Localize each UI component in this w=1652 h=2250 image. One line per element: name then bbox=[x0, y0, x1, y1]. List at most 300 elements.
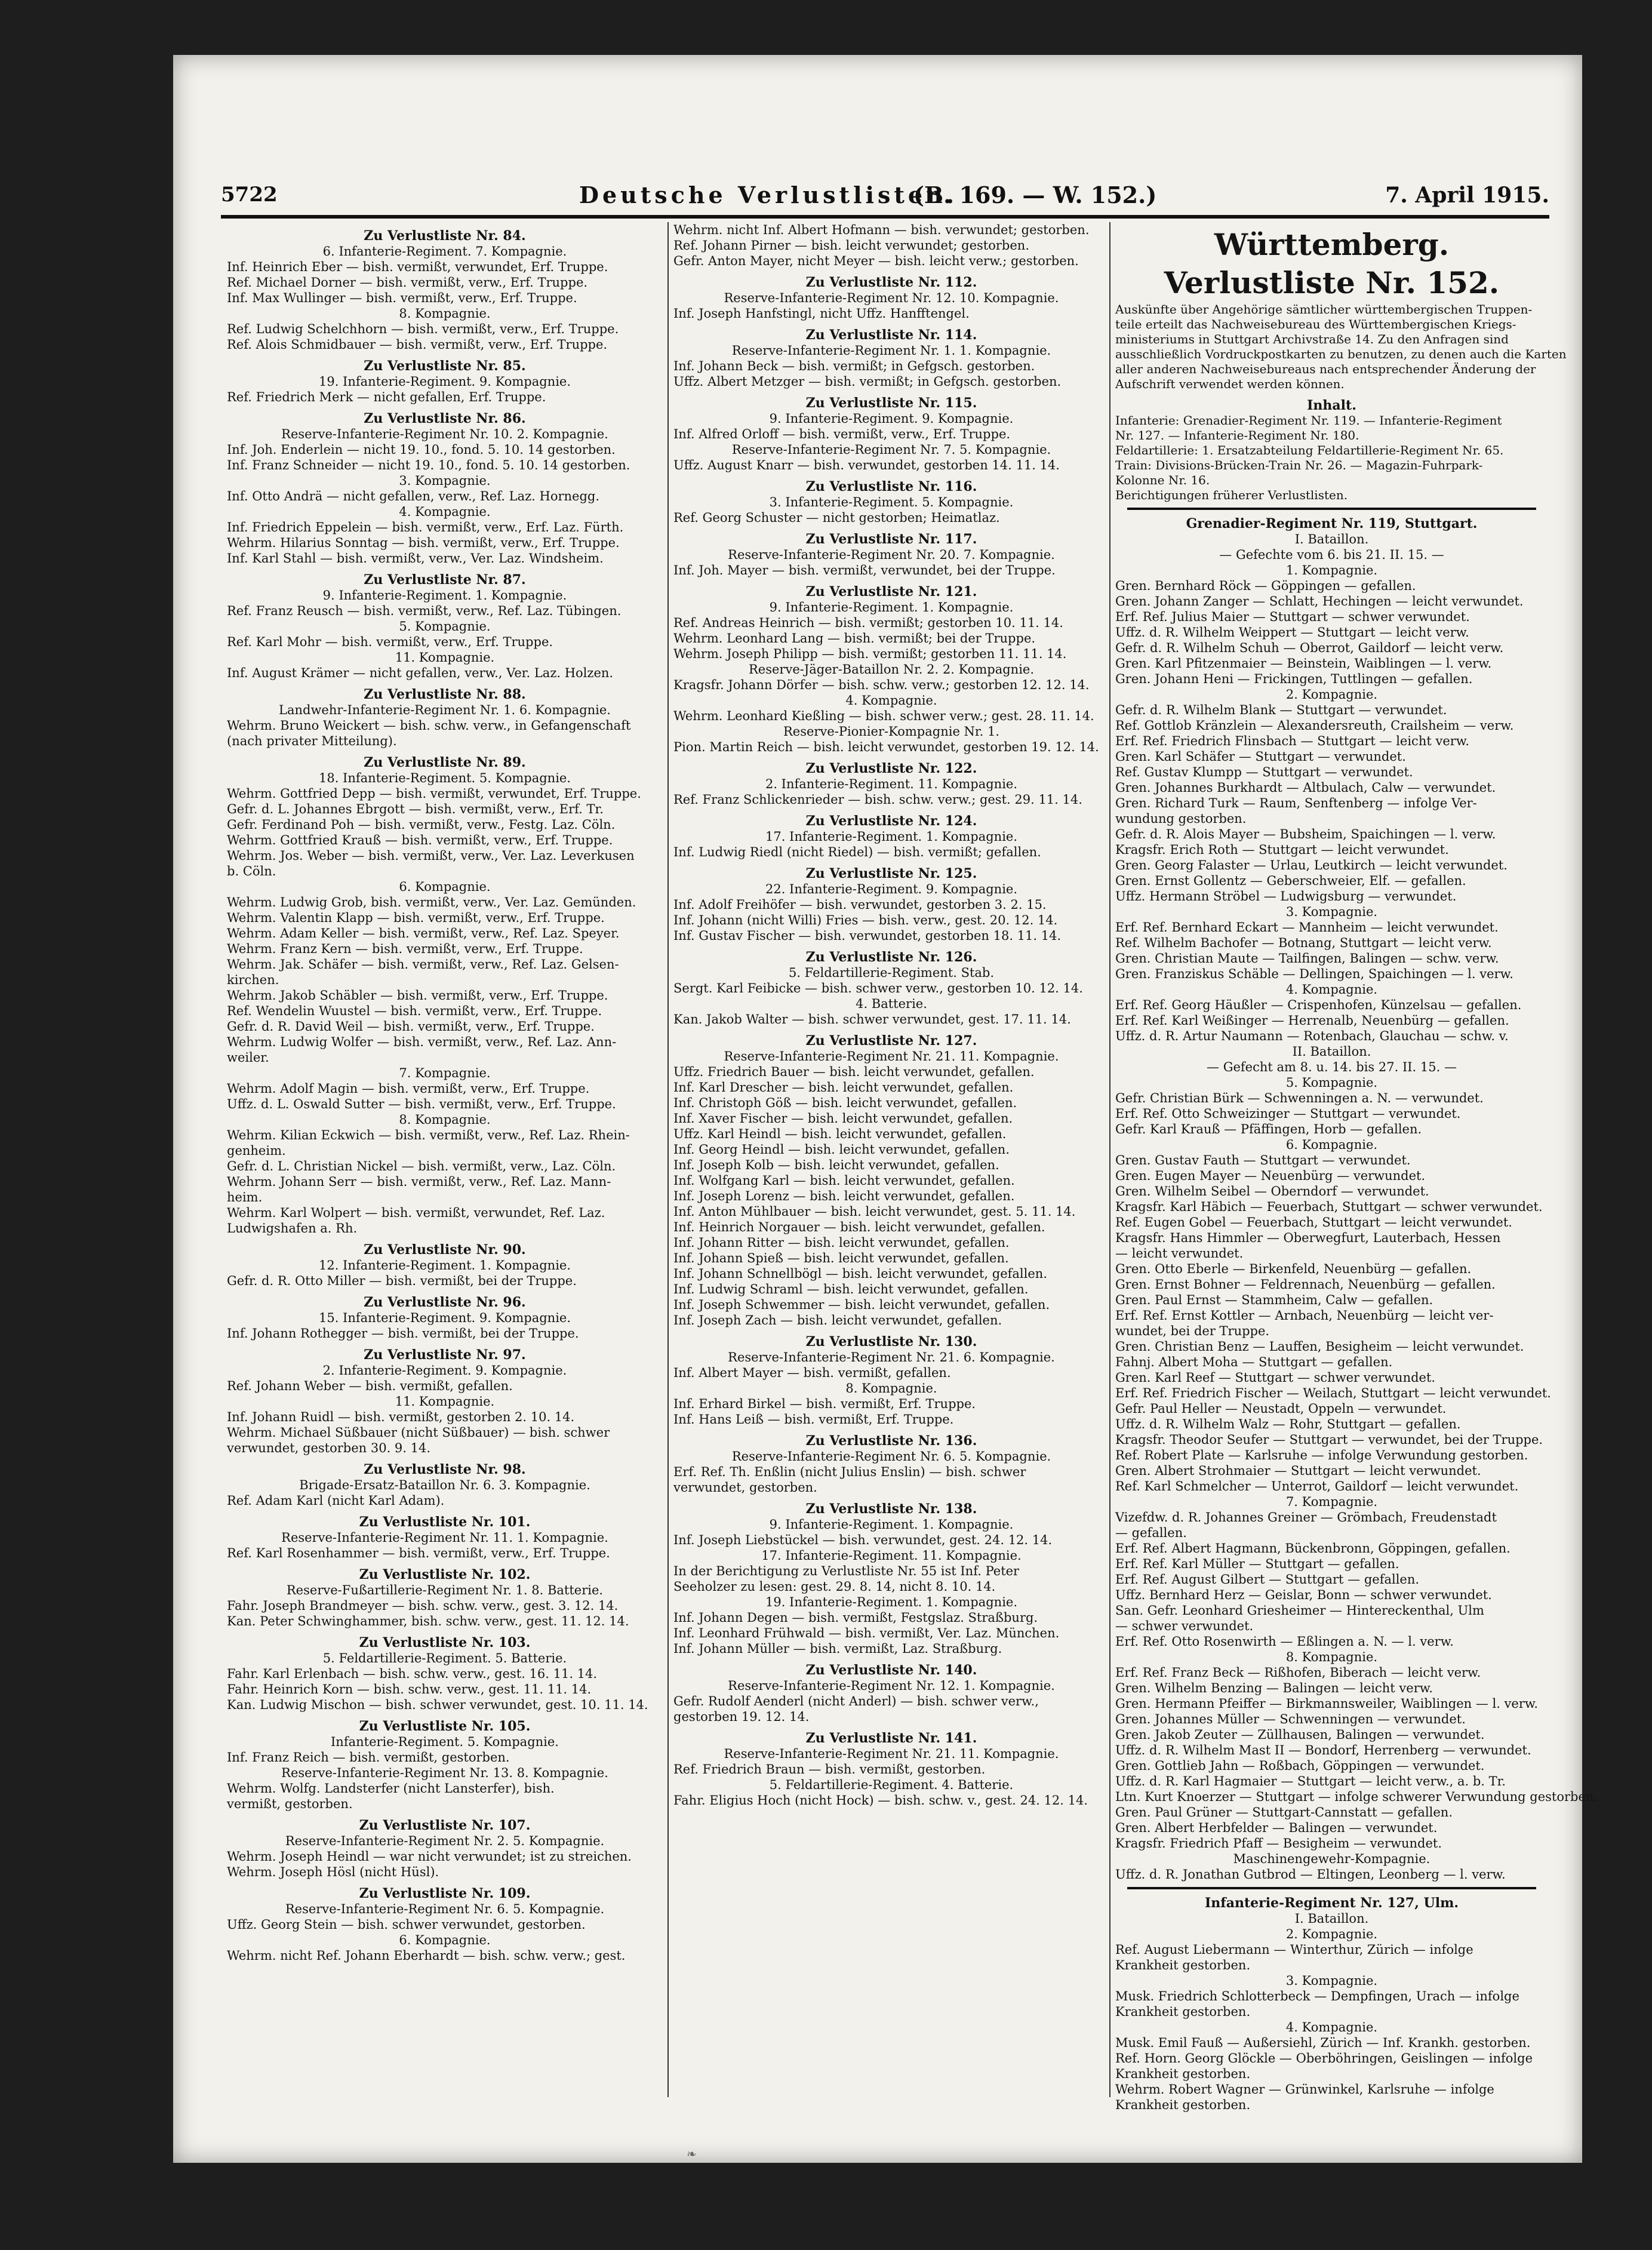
section-heading: Zu Verlustliste Nr. 87. bbox=[364, 572, 526, 588]
list-entry: Wehrm. Jos. Weber — bish. vermißt, verw., Ver. Laz. Leverkusen bbox=[227, 849, 635, 863]
list-entry: Inf. Joseph Lorenz — bish. leicht verwundet, gefallen. bbox=[673, 1189, 1015, 1203]
section-heading: Zu Verlustliste Nr. 101. bbox=[359, 1514, 531, 1530]
unit-heading: Brigade-Ersatz-Bataillon Nr. 6. 3. Kompagnie. bbox=[299, 1478, 590, 1492]
list-entry: Erf. Ref. Karl Müller — Stuttgart — gefallen. bbox=[1115, 1557, 1399, 1571]
subsection-heading: 7. Kompagnie. bbox=[399, 1066, 491, 1080]
list-entry: Krankheit gestorben. bbox=[1115, 2067, 1251, 2081]
list-entry: Gren. Johannes Müller — Schwenningen — verwundet. bbox=[1115, 1712, 1466, 1726]
list-entry: Inf. Joseph Schwemmer — bish. leicht verwundet, gefallen. bbox=[673, 1298, 1050, 1312]
unit-heading: Reserve-Infanterie-Regiment Nr. 21. 11. Kompagnie. bbox=[724, 1049, 1059, 1063]
unit-heading: 9. Infanterie-Regiment. 1. Kompagnie. bbox=[769, 1517, 1014, 1532]
list-title: Württemberg. Verlustliste Nr. 152. bbox=[1164, 227, 1500, 300]
list-entry: Ludwigshafen a. Rh. bbox=[227, 1221, 358, 1235]
subsection-heading: 6. Kompagnie. bbox=[399, 1933, 491, 1947]
list-entry: Wehrm. Wolfg. Landsterfer (nicht Lansterfer), bish. bbox=[227, 1781, 555, 1796]
list-entry: Gren. Franziskus Schäble — Dellingen, Spaichingen — l. verw. bbox=[1115, 967, 1513, 981]
subsection-heading: 8. Kompagnie. bbox=[399, 306, 491, 321]
header-rule bbox=[221, 215, 1549, 219]
list-entry: Gren. Johann Zanger — Schlatt, Hechingen — leicht verwundet. bbox=[1115, 594, 1524, 608]
list-entry: Gefr. Ferdinand Poh — bish. vermißt, verw., Festg. Laz. Cöln. bbox=[227, 817, 616, 832]
list-entry: Ref. Georg Schuster — nicht gestorben; Heimatlaz. bbox=[673, 511, 1000, 525]
list-entry: (nach privater Mitteilung). bbox=[227, 734, 397, 748]
notice-text: Nr. 127. — Infanterie-Regiment Nr. 180. bbox=[1115, 428, 1359, 442]
list-entry: Erf. Ref. Georg Häußler — Crispenhofen, Künzelsau — gefallen. bbox=[1115, 998, 1522, 1012]
list-entry: Uffz. d. R. Wilhelm Walz — Rohr, Stuttgart — gefallen. bbox=[1115, 1417, 1461, 1431]
list-entry: Erf. Ref. Julius Maier — Stuttgart — schwer verwundet. bbox=[1115, 610, 1470, 624]
notice-text: Auskünfte über Angehörige sämtlicher württembergischen Truppen- bbox=[1115, 302, 1533, 316]
list-entry: Uffz. Albert Metzger — bish. vermißt; in Gefgsch. gestorben. bbox=[673, 374, 1062, 389]
unit-heading: Reserve-Infanterie-Regiment Nr. 20. 7. Kompagnie. bbox=[728, 548, 1055, 562]
list-entry: Wehrm. nicht Inf. Albert Hofmann — bish. verwundet; gestorben. bbox=[673, 223, 1090, 237]
notice-text: teile erteilt das Nachweisebureau des Württembergischen Kriegs- bbox=[1115, 317, 1516, 331]
list-entry: Gren. Albert Herbfelder — Balingen — verwundet. bbox=[1115, 1821, 1438, 1835]
unit-heading: 6. Infanterie-Regiment. 7. Kompagnie. bbox=[322, 244, 567, 259]
list-entry: Inf. Ludwig Riedl (nicht Riedel) — bish. vermißt; gefallen. bbox=[673, 845, 1041, 859]
list-entry: Uffz. d. R. Jonathan Gutbrod — Eltingen, Leonberg — l. verw. bbox=[1115, 1867, 1506, 1882]
notice-text: Feldartillerie: 1. Ersatzabteilung Feldartillerie-Regiment Nr. 65. bbox=[1115, 443, 1504, 457]
list-entry: Gren. Karl Reef — Stuttgart — schwer verwundet. bbox=[1115, 1370, 1436, 1385]
list-entry: — leicht verwundet. bbox=[1115, 1246, 1244, 1261]
list-entry: wundet, bei der Truppe. bbox=[1115, 1324, 1270, 1338]
list-entry: Inf. Johann Degen — bish. vermißt, Festgslaz. Straßburg. bbox=[673, 1610, 1038, 1625]
list-entry: Ref. Horn. Georg Glöckle — Oberböhringen, Geislingen — infolge bbox=[1115, 2051, 1533, 2065]
list-entry: Gefr. Christian Bürk — Schwenningen a. N. — verwundet. bbox=[1115, 1091, 1484, 1105]
list-entry: Ref. Wilhelm Bachofer — Botnang, Stuttgart — leicht verw. bbox=[1115, 936, 1492, 950]
section-heading: Zu Verlustliste Nr. 96. bbox=[364, 1295, 526, 1310]
list-entry: Gren. Otto Eberle — Birkenfeld, Neuenbürg — gefallen. bbox=[1115, 1262, 1472, 1276]
list-entry: Musk. Friedrich Schlotterbeck — Dempfingen, Urach — infolge bbox=[1115, 1989, 1519, 2003]
list-entry: Wehrm. Adam Keller — bish. vermißt, verw., Ref. Laz. Speyer. bbox=[227, 926, 620, 940]
list-entry: Kragsfr. Hans Himmler — Oberwegfurt, Lauterbach, Hessen bbox=[1115, 1231, 1501, 1245]
list-entry: Erf. Ref. Karl Weißinger — Herrenalb, Neuenbürg — gefallen. bbox=[1115, 1013, 1509, 1028]
list-entry: Gren. Christian Benz — Lauffen, Besigheim — leicht verwundet. bbox=[1115, 1339, 1524, 1354]
list-entry: Fahr. Heinrich Korn — bish. schw. verw., gest. 11. 11. 14. bbox=[227, 1682, 592, 1696]
list-entry: verwundet, gestorben. bbox=[673, 1480, 817, 1495]
list-entry: Wehrm. Kilian Eckwich — bish. vermißt, verw., Ref. Laz. Rhein- bbox=[227, 1128, 630, 1142]
list-entry: Inf. Gustav Fischer — bish. verwundet, gestorben 18. 11. 14. bbox=[673, 929, 1062, 943]
list-entry: Gren. Christian Maute — Tailfingen, Balingen — schw. verw. bbox=[1115, 951, 1499, 966]
list-entry: Seeholzer zu lesen: gest. 29. 8. 14, nicht 8. 10. 14. bbox=[673, 1579, 996, 1594]
list-entry: Inf. Johann Beck — bish. vermißt; in Gefgsch. gestorben. bbox=[673, 359, 1035, 373]
list-entry: Gren. Wilhelm Seibel — Oberndorf — verwundet. bbox=[1115, 1184, 1429, 1198]
paper-blemish: ❧ bbox=[687, 2147, 697, 2161]
list-entry: Ref. Johann Weber — bish. vermißt, gefallen. bbox=[227, 1379, 513, 1393]
list-entry: Pion. Martin Reich — bish. leicht verwundet, gestorben 19. 12. 14. bbox=[673, 740, 1099, 754]
column-3 bbox=[1115, 222, 1598, 2112]
list-entry: Inf. Franz Schneider — nicht 19. 10., fond. 5. 10. 14 gestorben. bbox=[227, 458, 630, 472]
unit-heading: 9. Infanterie-Regiment. 1. Kompagnie. bbox=[322, 588, 567, 603]
list-entry: Ref. Karl Schmelcher — Unterrot, Gaildorf — leicht verwundet. bbox=[1115, 1479, 1519, 1493]
list-entry: Wehrm. Leonhard Kießling — bish. schwer verw.; gest. 28. 11. 14. bbox=[673, 709, 1094, 723]
list-entry: Inf. Joseph Hanfstingl, nicht Uffz. Hanfftengel. bbox=[673, 306, 970, 321]
subsection-heading: 4. Kompagnie. bbox=[1285, 982, 1378, 997]
subsection-heading: 3. Kompagnie. bbox=[1285, 1974, 1378, 1988]
list-entry: Ref. Michael Dorner — bish. vermißt, verw., Erf. Truppe. bbox=[227, 275, 588, 290]
list-entry: Wehrm. Joseph Philipp — bish. vermißt; gestorben 11. 11. 14. bbox=[673, 647, 1067, 661]
list-entry: Ref. Andreas Heinrich — bish. vermißt; gestorben 10. 11. 14. bbox=[673, 616, 1063, 630]
list-entry: Krankheit gestorben. bbox=[1115, 2098, 1251, 2112]
list-entry: Erf. Ref. Franz Beck — Rißhofen, Biberach — leicht verw. bbox=[1115, 1665, 1481, 1680]
section-heading: Zu Verlustliste Nr. 136. bbox=[805, 1433, 977, 1449]
list-entry: Gefr. d. R. Wilhelm Blank — Stuttgart — verwundet. bbox=[1115, 703, 1447, 717]
section-heading: Zu Verlustliste Nr. 103. bbox=[359, 1635, 531, 1650]
list-entry: Ref. Franz Schlickenrieder — bish. schw. verw.; gest. 29. 11. 14. bbox=[673, 792, 1082, 807]
list-entry: Erf. Ref. Friedrich Flinsbach — Stuttgart — leicht verw. bbox=[1115, 734, 1469, 748]
subsection-heading: 5. Kompagnie. bbox=[1285, 1075, 1378, 1090]
list-entry: Gren. Gustav Fauth — Stuttgart — verwundet. bbox=[1115, 1153, 1411, 1167]
subsection-heading: II. Bataillon. bbox=[1292, 1044, 1371, 1059]
list-entry: Inf. Joh. Enderlein — nicht 19. 10., fond. 5. 10. 14 gestorben. bbox=[227, 442, 616, 457]
list-entry: Inf. Franz Reich — bish. vermißt, gestorben. bbox=[227, 1750, 510, 1765]
subsection-heading: — Gefecht am 8. u. 14. bis 27. II. 15. — bbox=[1207, 1060, 1457, 1074]
list-entry: Uffz. d. R. Wilhelm Mast II — Bondorf, Herrenberg — verwundet. bbox=[1115, 1743, 1531, 1757]
unit-heading: 19. Infanterie-Regiment. 1. Kompagnie. bbox=[765, 1595, 1018, 1609]
list-entry: Inf. Johann Spieß — bish. leicht verwundet, gefallen. bbox=[673, 1251, 1009, 1265]
list-entry: — gefallen. bbox=[1115, 1526, 1187, 1540]
section-heading: Zu Verlustliste Nr. 98. bbox=[364, 1462, 526, 1477]
unit-heading: Reserve-Jäger-Bataillon Nr. 2. 2. Kompagnie. bbox=[748, 662, 1035, 677]
list-entry: Wehrm. Joseph Heindl — war nicht verwundet; ist zu streichen. bbox=[227, 1849, 632, 1864]
section-heading: Zu Verlustliste Nr. 107. bbox=[359, 1818, 531, 1833]
list-entry: Inf. Johann Rothegger — bish. vermißt, bei der Truppe. bbox=[227, 1326, 579, 1341]
list-entry: Wehrm. Karl Wolpert — bish. vermißt, verwundet, Ref. Laz. bbox=[227, 1206, 605, 1220]
list-entry: Inf. Johann Ritter — bish. leicht verwundet, gefallen. bbox=[673, 1235, 1010, 1250]
list-entry: Wehrm. Gottfried Depp — bish. vermißt, verwundet, Erf. Truppe. bbox=[227, 786, 641, 801]
list-entry: Kragsfr. Johann Dörfer — bish. schw. verw.; gestorben 12. 12. 14. bbox=[673, 678, 1090, 692]
subsection-heading: I. Bataillon. bbox=[1294, 1911, 1369, 1926]
list-entry: heim. bbox=[227, 1190, 263, 1204]
list-entry: Inf. Christoph Göß — bish. leicht verwundet, gefallen. bbox=[673, 1096, 1017, 1110]
list-entry: Inf. Joseph Liebstückel — bish. verwundet, gest. 24. 12. 14. bbox=[673, 1533, 1053, 1547]
list-entry: Inf. Heinrich Norgauer — bish. leicht verwundet, gefallen. bbox=[673, 1220, 1045, 1234]
list-entry: Fahr. Joseph Brandmeyer — bish. schw. verw., gest. 3. 12. 14. bbox=[227, 1599, 619, 1613]
section-heading: Zu Verlustliste Nr. 90. bbox=[364, 1242, 526, 1258]
subsection-heading: 11. Kompagnie. bbox=[395, 1394, 495, 1409]
section-heading: Zu Verlustliste Nr. 97. bbox=[364, 1347, 526, 1363]
list-entry: Wehrm. Ludwig Wolfer — bish. vermißt, verw., Ref. Laz. Ann- bbox=[227, 1035, 617, 1049]
list-entry: — schwer verwundet. bbox=[1115, 1619, 1254, 1633]
unit-heading: 17. Infanterie-Regiment. 11. Kompagnie. bbox=[761, 1548, 1022, 1563]
list-entry: Wehrm. nicht Ref. Johann Eberhardt — bish. schw. verw.; gest. bbox=[227, 1948, 626, 1963]
unit-heading: Reserve-Infanterie-Regiment Nr. 7. 5. Kompagnie. bbox=[731, 442, 1051, 457]
unit-heading: Reserve-Fußartillerie-Regiment Nr. 1. 8. Batterie. bbox=[286, 1583, 604, 1597]
list-entry: Inf. Johann Ruidl — bish. vermißt, gestorben 2. 10. 14. bbox=[227, 1410, 575, 1424]
unit-heading: Reserve-Infanterie-Regiment Nr. 6. 5. Kompagnie. bbox=[285, 1902, 605, 1916]
section-heading: Zu Verlustliste Nr. 126. bbox=[805, 949, 977, 965]
subsection-heading: — Gefechte vom 6. bis 21. II. 15. — bbox=[1219, 548, 1444, 562]
section-heading: Zu Verlustliste Nr. 86. bbox=[364, 411, 526, 426]
list-entry: Uffz. Friedrich Bauer — bish. leicht verwundet, gefallen. bbox=[673, 1065, 1035, 1079]
list-entry: Gefr. Anton Mayer, nicht Meyer — bish. leicht verw.; gestorben. bbox=[673, 254, 1079, 268]
list-entry: Uffz. d. R. Karl Hagmaier — Stuttgart — leicht verw., a. b. Tr. bbox=[1115, 1774, 1506, 1788]
notice-text: Kolonne Nr. 16. bbox=[1115, 473, 1210, 487]
list-entry: Gren. Wilhelm Benzing — Balingen — leicht verw. bbox=[1115, 1681, 1433, 1695]
unit-heading: Infanterie-Regiment. 5. Kompagnie. bbox=[331, 1735, 559, 1749]
list-entry: Musk. Emil Fauß — Außersiehl, Zürich — Inf. Krankh. gestorben. bbox=[1115, 2036, 1531, 2050]
list-entry: Gefr. d. R. David Weil — bish. vermißt, verw., Erf. Truppe. bbox=[227, 1019, 595, 1034]
unit-heading: Landwehr-Infanterie-Regiment Nr. 1. 6. Kompagnie. bbox=[279, 703, 611, 717]
list-entry: Gren. Johann Heni — Frickingen, Tuttlingen — gefallen. bbox=[1115, 672, 1473, 686]
list-entry: Fahr. Karl Erlenbach — bish. schw. verw., gest. 16. 11. 14. bbox=[227, 1667, 598, 1681]
subsection-heading: 8. Kompagnie. bbox=[1285, 1650, 1378, 1664]
section-heading: Zu Verlustliste Nr. 124. bbox=[805, 813, 977, 829]
unit-heading: 2. Infanterie-Regiment. 9. Kompagnie. bbox=[322, 1363, 567, 1378]
section-heading: Zu Verlustliste Nr. 89. bbox=[364, 755, 526, 770]
page-number: 5722 bbox=[221, 183, 278, 207]
column-divider bbox=[667, 222, 669, 2097]
list-entry: Uffz. d. R. Artur Naumann — Rotenbach, Glauchau — schw. v. bbox=[1115, 1029, 1509, 1043]
list-entry: Inf. Johann Müller — bish. vermißt, Laz. Straßburg. bbox=[673, 1642, 1002, 1656]
unit-heading: Reserve-Infanterie-Regiment Nr. 1. 1. Kompagnie. bbox=[731, 343, 1051, 358]
list-entry: Krankheit gestorben. bbox=[1115, 2005, 1251, 2019]
list-entry: Ref. Adam Karl (nicht Karl Adam). bbox=[227, 1493, 445, 1508]
section-heading: Zu Verlustliste Nr. 130. bbox=[805, 1334, 977, 1350]
unit-heading: 5. Feldartillerie-Regiment. 4. Batterie. bbox=[769, 1778, 1014, 1792]
list-entry: Erf. Ref. August Gilbert — Stuttgart — gefallen. bbox=[1115, 1572, 1420, 1587]
list-entry: Wehrm. Valentin Klapp — bish. vermißt, verw., Erf. Truppe. bbox=[227, 911, 605, 925]
section-rule bbox=[1127, 1887, 1536, 1889]
list-entry: Wehrm. Gottfried Krauß — bish. vermißt, verw., Erf. Truppe. bbox=[227, 833, 613, 847]
list-entry: Erf. Ref. Ernst Kottler — Arnbach, Neuenbürg — leicht ver- bbox=[1115, 1308, 1494, 1323]
list-entry: Wehrm. Michael Süßbauer (nicht Süßbauer) — bish. schwer bbox=[227, 1425, 610, 1440]
list-entry: Ref. Alois Schmidbauer — bish. vermißt, verw., Erf. Truppe. bbox=[227, 337, 608, 352]
unit-heading: Reserve-Infanterie-Regiment Nr. 2. 5. Kompagnie. bbox=[285, 1834, 605, 1848]
list-entry: Uffz. d. R. Wilhelm Weippert — Stuttgart — leicht verw. bbox=[1115, 625, 1469, 640]
list-entry: Kan. Ludwig Mischon — bish. schwer verwundet, gest. 10. 11. 14. bbox=[227, 1698, 648, 1712]
section-rule bbox=[1127, 508, 1536, 510]
section-heading: Zu Verlustliste Nr. 102. bbox=[359, 1567, 531, 1582]
list-entry: Fahr. Eligius Hoch (nicht Hock) — bish. schw. v., gest. 24. 12. 14. bbox=[673, 1793, 1088, 1808]
list-entry: Uffz. d. L. Oswald Sutter — bish. vermißt, verw., Erf. Truppe. bbox=[227, 1097, 616, 1111]
column-2 bbox=[673, 222, 1109, 2097]
section-heading: Zu Verlustliste Nr. 105. bbox=[359, 1719, 531, 1734]
list-entry: Inf. Adolf Freihöfer — bish. verwundet, gestorben 3. 2. 15. bbox=[673, 897, 1047, 912]
list-entry: Gren. Paul Grüner — Stuttgart-Cannstatt — gefallen. bbox=[1115, 1805, 1453, 1819]
list-entry: Gefr. d. L. Christian Nickel — bish. vermißt, verw., Laz. Cöln. bbox=[227, 1159, 616, 1173]
list-entry: Inf. August Krämer — nicht gefallen, verw., Ver. Laz. Holzen. bbox=[227, 666, 614, 680]
list-entry: Inf. Johann (nicht Willi) Fries — bish. verw., gest. 20. 12. 14. bbox=[673, 913, 1058, 927]
list-entry: Inf. Georg Heindl — bish. leicht verwundet, gefallen. bbox=[673, 1142, 1010, 1157]
list-entry: Gren. Gottlieb Jahn — Roßbach, Göppingen — verwundet. bbox=[1115, 1759, 1485, 1773]
list-entry: Gren. Bernhard Röck — Göppingen — gefallen. bbox=[1115, 579, 1416, 593]
list-entry: wundung gestorben. bbox=[1115, 812, 1247, 826]
issue-reference: (B. 169. — W. 152.) bbox=[913, 182, 1157, 208]
subsection-heading: 8. Kompagnie. bbox=[845, 1381, 937, 1396]
list-entry: Gren. Ernst Gollentz — Geberschweier, Elf. — gefallen. bbox=[1115, 874, 1466, 888]
subsection-heading: 2. Kompagnie. bbox=[1285, 1927, 1378, 1941]
list-entry: weiler. bbox=[227, 1050, 269, 1065]
subsection-heading: Maschinengewehr-Kompagnie. bbox=[1233, 1852, 1430, 1866]
section-heading: Zu Verlustliste Nr. 85. bbox=[364, 358, 526, 374]
list-entry: Wehrm. Jak. Schäfer — bish. vermißt, verw., Ref. Laz. Gelsen- bbox=[227, 957, 619, 972]
section-heading: Zu Verlustliste Nr. 140. bbox=[805, 1662, 977, 1678]
section-heading: Inhalt. bbox=[1307, 398, 1356, 413]
subsection-heading: 2. Kompagnie. bbox=[1285, 687, 1378, 702]
unit-heading: 9. Infanterie-Regiment. 1. Kompagnie. bbox=[769, 600, 1014, 614]
list-entry: Inf. Heinrich Eber — bish. vermißt, verwundet, Erf. Truppe. bbox=[227, 260, 608, 274]
list-entry: Sergt. Karl Feibicke — bish. schwer verw., gestorben 10. 12. 14. bbox=[673, 981, 1083, 995]
list-entry: Ref. Franz Reusch — bish. vermißt, verw., Ref. Laz. Tübingen. bbox=[227, 604, 622, 618]
list-entry: Inf. Johann Schnellbögl — bish. leicht verwundet, gefallen. bbox=[673, 1267, 1047, 1281]
list-entry: Inf. Leonhard Frühwald — bish. vermißt, Ver. Laz. München. bbox=[673, 1626, 1060, 1640]
list-entry: Ref. Friedrich Merk — nicht gefallen, Erf. Truppe. bbox=[227, 390, 546, 404]
list-entry: Wehrm. Leonhard Lang — bish. vermißt; bei der Truppe. bbox=[673, 631, 1036, 646]
unit-heading: Reserve-Infanterie-Regiment Nr. 13. 8. Kompagnie. bbox=[281, 1766, 608, 1780]
list-entry: Wehrm. Jakob Schäbler — bish. vermißt, verw., Erf. Truppe. bbox=[227, 988, 608, 1003]
list-entry: Uffz. Karl Heindl — bish. leicht verwundet, gefallen. bbox=[673, 1127, 1007, 1141]
list-entry: Erf. Ref. Th. Enßlin (nicht Julius Enslin) — bish. schwer bbox=[673, 1465, 1026, 1479]
list-entry: Inf. Max Wullinger — bish. vermißt, verw., Erf. Truppe. bbox=[227, 291, 577, 305]
list-entry: Inf. Karl Drescher — bish. leicht verwundet, gefallen. bbox=[673, 1080, 1014, 1095]
list-entry: Inf. Karl Stahl — bish. vermißt, verw., Ver. Laz. Windsheim. bbox=[227, 551, 604, 565]
list-entry: Ref. August Liebermann — Winterthur, Zürich — infolge bbox=[1115, 1942, 1473, 1957]
notice-text: Train: Divisions-Brücken-Train Nr. 26. — Magazin-Fuhrpark- bbox=[1115, 458, 1483, 472]
list-entry: Inf. Joseph Zach — bish. leicht verwundet, gefallen. bbox=[673, 1313, 1002, 1327]
unit-heading: Reserve-Infanterie-Regiment Nr. 21. 11. Kompagnie. bbox=[724, 1747, 1059, 1761]
list-entry: Inf. Anton Mühlbauer — bish. leicht verwundet, gest. 5. 11. 14. bbox=[673, 1204, 1076, 1219]
list-entry: Gefr. Karl Krauß — Pfäffingen, Horb — gefallen. bbox=[1115, 1122, 1422, 1136]
list-entry: Gren. Karl Pfitzenmaier — Beinstein, Waiblingen — l. verw. bbox=[1115, 656, 1492, 671]
section-heading: Zu Verlustliste Nr. 112. bbox=[805, 275, 977, 290]
section-heading: Zu Verlustliste Nr. 88. bbox=[364, 687, 526, 702]
section-heading: Zu Verlustliste Nr. 138. bbox=[805, 1501, 977, 1517]
subsection-heading: 5. Kompagnie. bbox=[399, 619, 491, 634]
list-entry: Gren. Johannes Burkhardt — Altbulach, Calw — verwundet. bbox=[1115, 780, 1496, 795]
notice-text: ausschließlich Vordruckpostkarten zu benutzen, zu denen auch die Karten bbox=[1115, 347, 1567, 361]
page-header bbox=[221, 179, 1549, 210]
notice-text: Berichtigungen früherer Verlustlisten. bbox=[1115, 488, 1348, 502]
list-entry: Inf. Hans Leiß — bish. vermißt, Erf. Truppe. bbox=[673, 1412, 954, 1427]
unit-heading: 18. Infanterie-Regiment. 5. Kompagnie. bbox=[318, 771, 571, 785]
section-heading: Zu Verlustliste Nr. 141. bbox=[805, 1730, 977, 1746]
list-entry: Gren. Jakob Zeuter — Züllhausen, Balingen — verwundet. bbox=[1115, 1728, 1485, 1742]
list-entry: Vizefdw. d. R. Johannes Greiner — Grömbach, Freudenstadt bbox=[1115, 1510, 1497, 1524]
list-entry: Wehrm. Robert Wagner — Grünwinkel, Karlsruhe — infolge bbox=[1115, 2082, 1494, 2097]
list-entry: genheim. bbox=[227, 1144, 286, 1158]
list-entry: Gefr. d. R. Alois Mayer — Bubsheim, Spaichingen — l. verw. bbox=[1115, 827, 1496, 841]
list-entry: Gefr. Paul Heller — Neustadt, Oppeln — verwundet. bbox=[1115, 1401, 1447, 1416]
list-entry: Erf. Ref. Friedrich Fischer — Weilach, Stuttgart — leicht verwundet. bbox=[1115, 1386, 1551, 1400]
list-entry: Ref. Gottlob Kränzlein — Alexandersreuth, Crailsheim — verw. bbox=[1115, 718, 1514, 733]
list-entry: Wehrm. Joseph Hösl (nicht Hüsl). bbox=[227, 1865, 439, 1879]
list-entry: Gefr. d. R. Wilhelm Schuh — Oberrot, Gaildorf — leicht verw. bbox=[1115, 641, 1504, 655]
list-entry: Ref. Gustav Klumpp — Stuttgart — verwundet. bbox=[1115, 765, 1413, 779]
list-entry: Erf. Ref. Bernhard Eckart — Mannheim — leicht verwundet. bbox=[1115, 920, 1499, 935]
list-entry: Wehrm. Adolf Magin — bish. vermißt, verw., Erf. Truppe. bbox=[227, 1081, 590, 1096]
subsection-heading: 11. Kompagnie. bbox=[395, 650, 495, 665]
list-entry: Uffz. Georg Stein — bish. schwer verwundet, gestorben. bbox=[227, 1917, 586, 1932]
list-entry: Wehrm. Hilarius Sonntag — bish. vermißt, verw., Erf. Truppe. bbox=[227, 536, 620, 550]
list-entry: Inf. Joseph Kolb — bish. leicht verwundet, gefallen. bbox=[673, 1158, 999, 1172]
section-heading: Zu Verlustliste Nr. 125. bbox=[805, 866, 977, 881]
list-entry: Kragsfr. Erich Roth — Stuttgart — leicht verwundet. bbox=[1115, 843, 1449, 857]
list-entry: Inf. Joh. Mayer — bish. vermißt, verwundet, bei der Truppe. bbox=[673, 563, 1056, 577]
unit-heading: Reserve-Infanterie-Regiment Nr. 21. 6. Kompagnie. bbox=[728, 1350, 1055, 1364]
subsection-heading: I. Bataillon. bbox=[1294, 532, 1369, 546]
list-entry: Ref. Wendelin Wuustel — bish. vermißt, verw., Erf. Truppe. bbox=[227, 1004, 602, 1018]
list-entry: San. Gefr. Leonhard Griesheimer — Hintereckenthal, Ulm bbox=[1115, 1603, 1484, 1618]
list-entry: Gren. Albert Strohmaier — Stuttgart — leicht verwundet. bbox=[1115, 1464, 1481, 1478]
list-entry: Krankheit gestorben. bbox=[1115, 1958, 1251, 1972]
list-entry: Inf. Ludwig Schraml — bish. leicht verwundet, gefallen. bbox=[673, 1282, 1029, 1296]
list-entry: Inf. Wolfgang Karl — bish. leicht verwundet, gefallen. bbox=[673, 1173, 1015, 1188]
section-heading: Grenadier-Regiment Nr. 119, Stuttgart. bbox=[1186, 516, 1478, 531]
list-entry: Inf. Xaver Fischer — bish. leicht verwundet, gefallen. bbox=[673, 1111, 1013, 1126]
notice-text: ministeriums in Stuttgart Archivstraße 14. Zu den Anfragen sind bbox=[1115, 332, 1509, 346]
list-entry: Gren. Richard Turk — Raum, Senftenberg — infolge Ver- bbox=[1115, 796, 1477, 810]
list-entry: Inf. Erhard Birkel — bish. vermißt, Erf. Truppe. bbox=[673, 1397, 976, 1411]
list-entry: Kragsfr. Karl Häbich — Feuerbach, Stuttgart — schwer verwundet. bbox=[1115, 1200, 1543, 1214]
column-1 bbox=[227, 222, 663, 2097]
list-entry: Gren. Eugen Mayer — Neuenbürg — verwundet. bbox=[1115, 1169, 1426, 1183]
unit-heading: 12. Infanterie-Regiment. 1. Kompagnie. bbox=[318, 1258, 571, 1272]
list-entry: Ref. Ludwig Schelchhorn — bish. vermißt, verw., Erf. Truppe. bbox=[227, 322, 619, 336]
list-entry: vermißt, gestorben. bbox=[227, 1797, 353, 1811]
list-entry: Gefr. Rudolf Aenderl (nicht Anderl) — bish. schwer verw., bbox=[673, 1694, 1039, 1708]
list-entry: gestorben 19. 12. 14. bbox=[673, 1710, 810, 1724]
unit-heading: 17. Infanterie-Regiment. 1. Kompagnie. bbox=[765, 829, 1018, 844]
unit-heading: 22. Infanterie-Regiment. 9. Kompagnie. bbox=[765, 882, 1018, 896]
list-entry: Gefr. d. L. Johannes Ebrgott — bish. vermißt, verw., Erf. Tr. bbox=[227, 802, 604, 816]
list-entry: Erf. Ref. Albert Hagmann, Bückenbronn, Göppingen, gefallen. bbox=[1115, 1541, 1511, 1556]
list-entry: Gren. Hermann Pfeiffer — Birkmannsweiler, Waiblingen — l. verw. bbox=[1115, 1696, 1539, 1711]
subsection-heading: 6. Kompagnie. bbox=[1285, 1138, 1378, 1152]
column-divider bbox=[1109, 222, 1110, 2097]
list-entry: In der Berichtigung zu Verlustliste Nr. 55 ist Inf. Peter bbox=[673, 1564, 1020, 1578]
list-entry: Ref. Eugen Gobel — Feuerbach, Stuttgart — leicht verwundet. bbox=[1115, 1215, 1512, 1229]
subsection-heading: 4. Kompagnie. bbox=[845, 693, 937, 708]
unit-heading: 5. Feldartillerie-Regiment. Stab. bbox=[788, 966, 995, 980]
list-entry: Kan. Jakob Walter — bish. schwer verwundet, gest. 17. 11. 14. bbox=[673, 1012, 1071, 1026]
list-entry: Wehrm. Bruno Weickert — bish. schw. verw., in Gefangenschaft bbox=[227, 718, 631, 733]
subsection-heading: 3. Kompagnie. bbox=[1285, 905, 1378, 919]
notice-text: aller anderen Nachweisebureaus nach entsprechender Änderung der bbox=[1115, 362, 1536, 376]
list-entry: Ref. Karl Mohr — bish. vermißt, verw., Erf. Truppe. bbox=[227, 635, 553, 649]
list-entry: kirchen. bbox=[227, 973, 279, 987]
subsection-heading: 4. Batterie. bbox=[856, 997, 927, 1011]
list-entry: Ref. Robert Plate — Karlsruhe — infolge Verwundung gestorben. bbox=[1115, 1448, 1528, 1462]
list-entry: Wehrm. Johann Serr — bish. vermißt, verw., Ref. Laz. Mann- bbox=[227, 1175, 611, 1189]
issue-date: 7. April 1915. bbox=[1385, 183, 1549, 208]
notice-text: Infanterie: Grenadier-Regiment Nr. 119. — Infanterie-Regiment bbox=[1115, 413, 1502, 428]
list-entry: Ref. Johann Pirner — bish. leicht verwundet; gestorben. bbox=[673, 238, 1029, 253]
list-entry: Erf. Ref. Otto Schweizinger — Stuttgart — verwundet. bbox=[1115, 1106, 1461, 1121]
section-heading: Zu Verlustliste Nr. 121. bbox=[805, 584, 977, 600]
unit-heading: Reserve-Infanterie-Regiment Nr. 12. 1. Kompagnie. bbox=[728, 1679, 1055, 1693]
list-entry: Erf. Ref. Otto Rosenwirth — Eßlingen a. N. — l. verw. bbox=[1115, 1634, 1454, 1649]
list-entry: Inf. Alfred Orloff — bish. vermißt, verw., Erf. Truppe. bbox=[673, 427, 1011, 441]
list-entry: Ref. Friedrich Braun — bish. vermißt, gestorben. bbox=[673, 1762, 986, 1776]
list-entry: Gefr. d. R. Otto Miller — bish. vermißt, bei der Truppe. bbox=[227, 1274, 577, 1288]
unit-heading: Reserve-Pionier-Kompagnie Nr. 1. bbox=[783, 724, 1000, 739]
list-entry: Ref. Karl Rosenhammer — bish. vermißt, verw., Erf. Truppe. bbox=[227, 1546, 610, 1560]
unit-heading: 3. Infanterie-Regiment. 5. Kompagnie. bbox=[769, 495, 1014, 509]
list-entry: Uffz. Bernhard Herz — Geislar, Bonn — schwer verwundet. bbox=[1115, 1588, 1492, 1602]
section-heading: Zu Verlustliste Nr. 122. bbox=[805, 761, 977, 776]
list-entry: Inf. Otto Andrä — nicht gefallen, verw., Ref. Laz. Hornegg. bbox=[227, 489, 600, 503]
subsection-heading: 7. Kompagnie. bbox=[1285, 1495, 1378, 1509]
notice-text: Aufschrift verwendet werden können. bbox=[1115, 377, 1345, 391]
unit-heading: Reserve-Infanterie-Regiment Nr. 10. 2. Kompagnie. bbox=[281, 427, 608, 441]
list-entry: Ltn. Kurt Knoerzer — Stuttgart — infolge schwerer Verwundung gestorben. bbox=[1115, 1790, 1598, 1804]
unit-heading: Reserve-Infanterie-Regiment Nr. 12. 10. Kompagnie. bbox=[724, 291, 1059, 305]
subsection-heading: 4. Kompagnie. bbox=[399, 505, 491, 519]
unit-heading: 15. Infanterie-Regiment. 9. Kompagnie. bbox=[318, 1311, 571, 1325]
list-entry: Kragsfr. Theodor Seufer — Stuttgart — verwundet, bei der Truppe. bbox=[1115, 1433, 1543, 1447]
list-entry: Gren. Georg Falaster — Urlau, Leutkirch — leicht verwundet. bbox=[1115, 858, 1508, 872]
list-entry: Gren. Ernst Bohner — Feldrennach, Neuenbürg — gefallen. bbox=[1115, 1277, 1496, 1292]
subsection-heading: 6. Kompagnie. bbox=[399, 880, 491, 894]
